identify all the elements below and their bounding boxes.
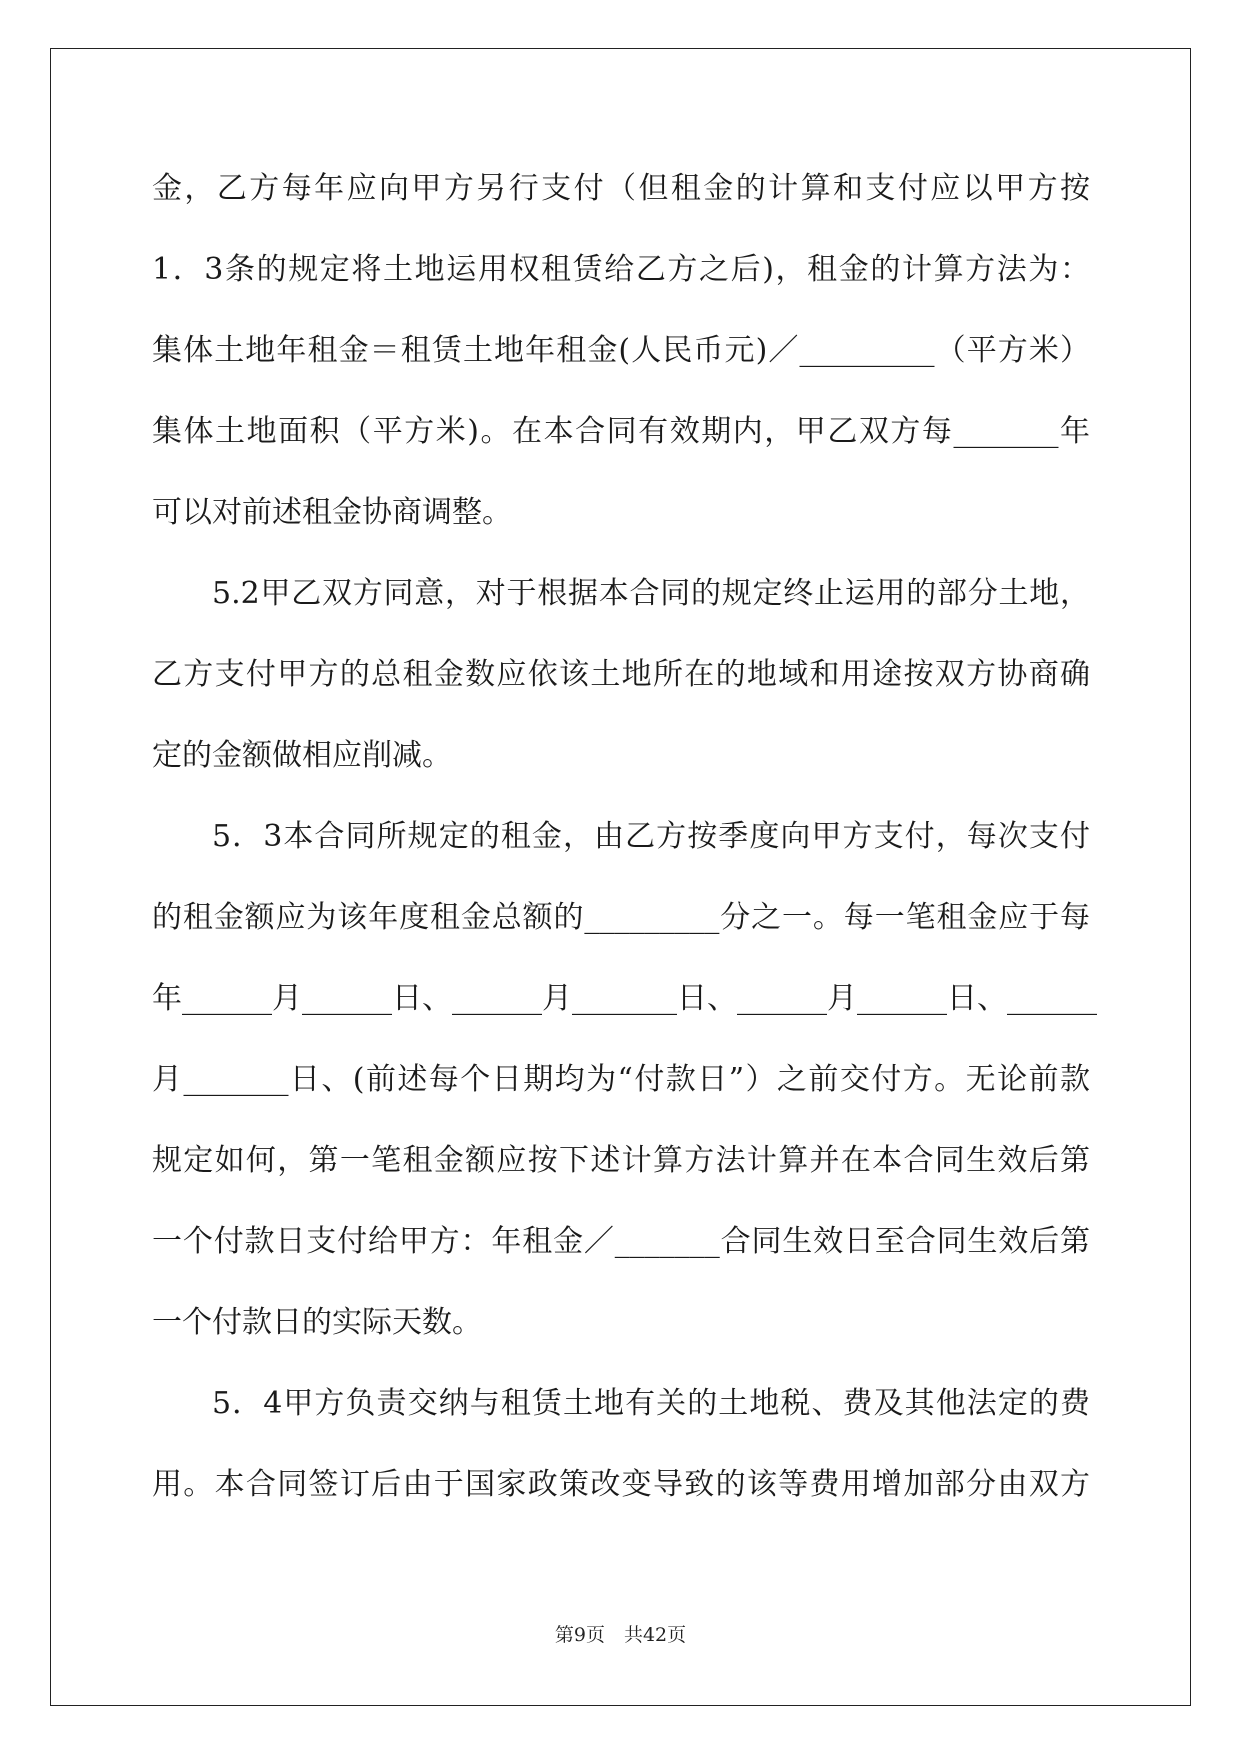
paragraph-5-2-first-line: 5.2甲乙双方同意，对于根据本合同的规定终止运用的部分土地，	[212, 576, 1090, 611]
text-line: 年______月______日、______月_______日、______月______日、______	[152, 981, 1097, 1016]
text-line: 规定如何，第一笔租金额应按下述计算方法计算并在本合同生效后第	[152, 1143, 1090, 1178]
text-line: 乙方支付甲方的总租金数应依该土地所在的地域和用途按双方协商确	[152, 657, 1090, 692]
text-line: 的租金额应为该年度租金总额的_________分之一。每一笔租金应于每	[152, 900, 1090, 935]
text-line: 金，乙方每年应向甲方另行支付（但租金的计算和支付应以甲方按	[152, 171, 1090, 206]
text-line: 一个付款日支付给甲方：年租金／_______合同生效日至合同生效后第	[152, 1224, 1090, 1259]
text-line: 可以对前述租金协商调整。	[152, 495, 512, 530]
text-line: 用。本合同签订后由于国家政策改变导致的该等费用增加部分由双方	[152, 1467, 1090, 1502]
page-number-footer: 第9页 共42页	[554, 1624, 687, 1646]
document-body	[152, 162, 1097, 1539]
paragraph-5-3-first-line: 5．3本合同所规定的租金，由乙方按季度向甲方支付，每次支付	[212, 819, 1090, 854]
text-line: 集体土地面积（平方米)。在本合同有效期内，甲乙双方每_______年	[152, 414, 1090, 449]
text-line: 集体土地年租金＝租赁土地年租金(人民币元)／_________（平方米）	[152, 333, 1090, 368]
paragraph-5-4-first-line: 5．4甲方负责交纳与租赁土地有关的土地税、费及其他法定的费	[212, 1386, 1090, 1421]
text-line: 定的金额做相应削减。	[152, 738, 452, 773]
text-line: 一个付款日的实际天数。	[152, 1305, 482, 1340]
text-line: 1．3条的规定将土地运用权租赁给乙方之后)，租金的计算方法为：	[152, 252, 1090, 287]
text-line: 月_______日、(前述每个日期均为“付款日”）之前交付方。无论前款	[152, 1062, 1090, 1097]
